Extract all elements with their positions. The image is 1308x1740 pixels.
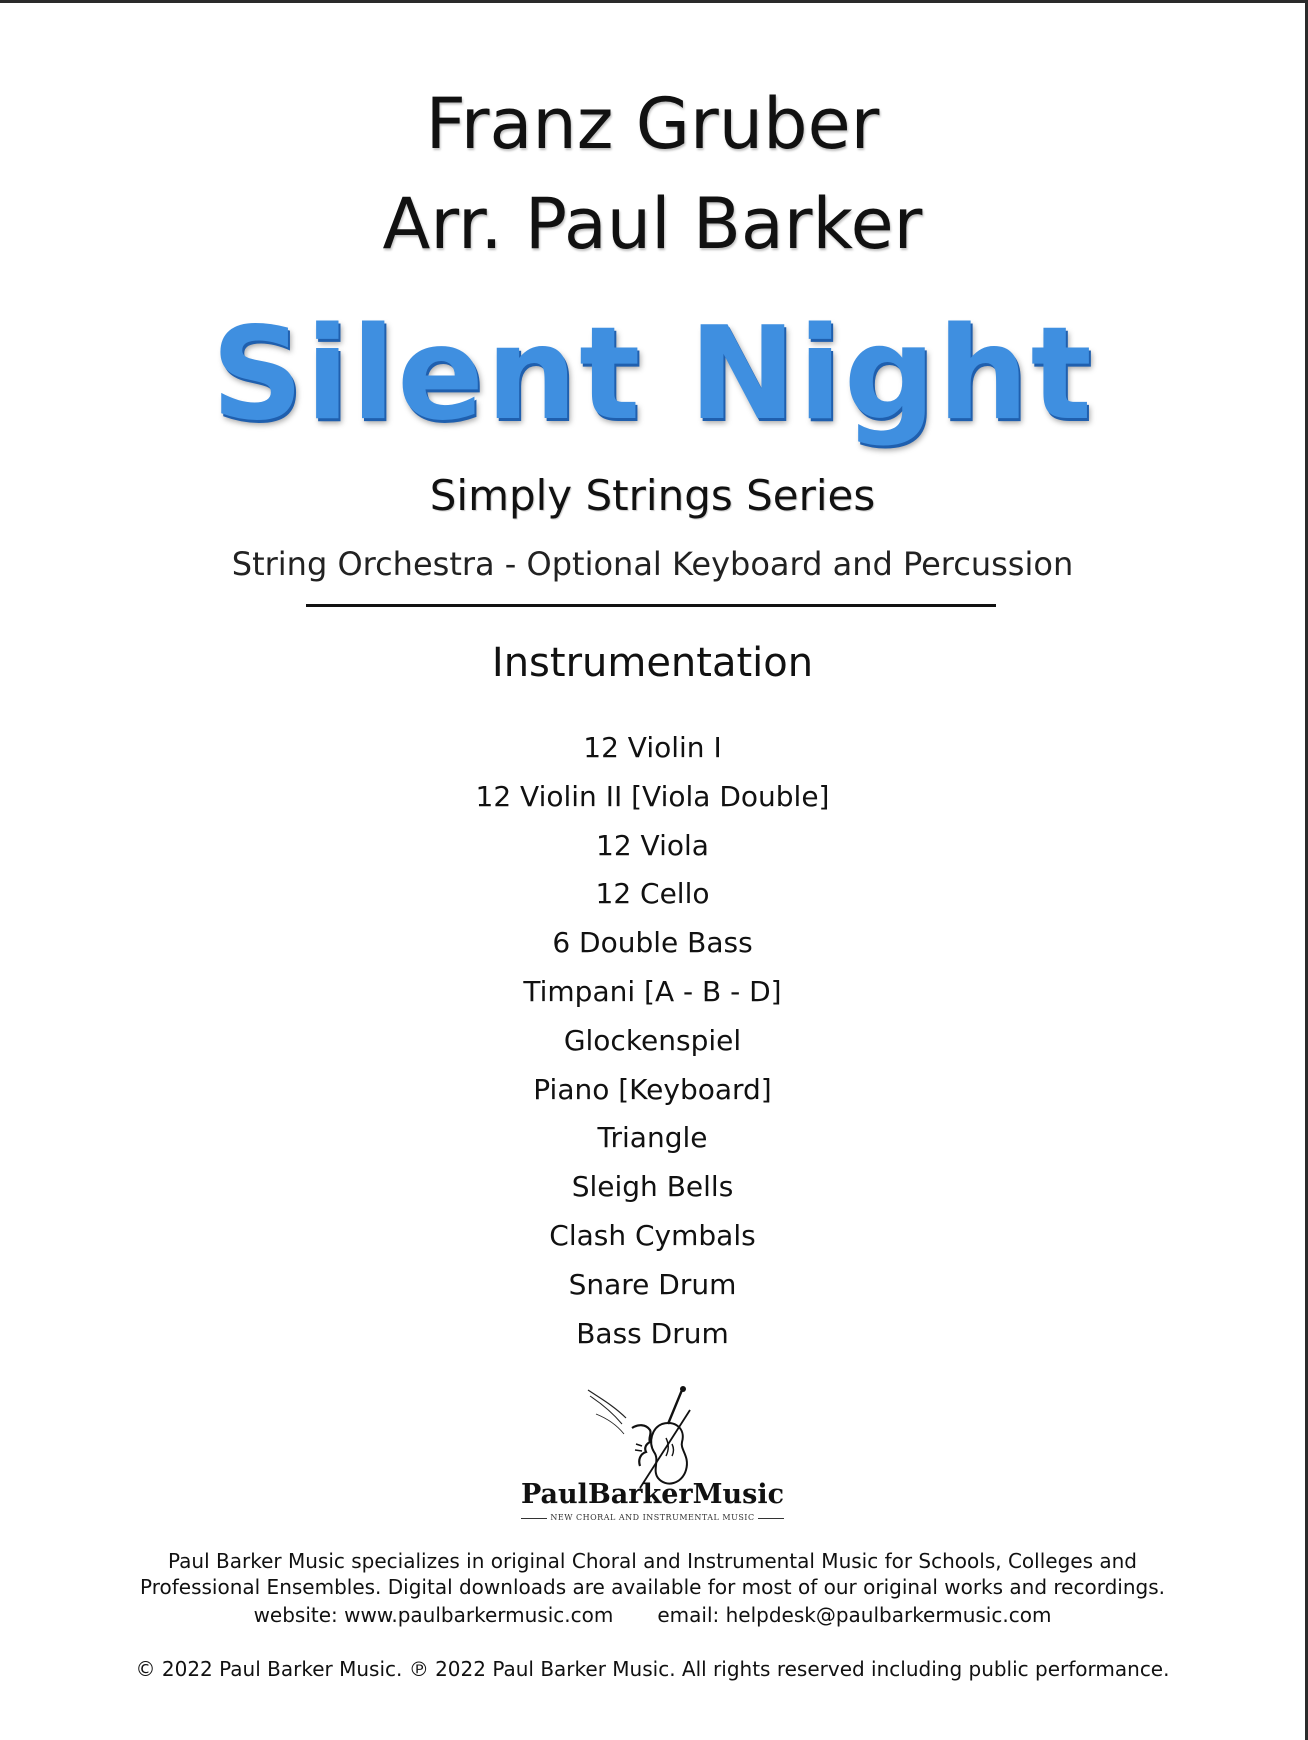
instrumentation-list xyxy=(0,724,1305,1358)
list-item: Timpani [A - B - D] xyxy=(523,974,782,1008)
list-item: Glockenspiel xyxy=(563,1023,742,1057)
list-item: Snare Drum xyxy=(568,1267,737,1301)
composer-name: Franz Gruber xyxy=(425,83,880,165)
tagline-rule-left xyxy=(521,1518,547,1519)
arranger-name: Arr. Paul Barker xyxy=(382,183,923,265)
footer-description-line: Professional Ensembles. Digital downloads are available for most of our original works and recordings. xyxy=(140,1575,1165,1599)
divider xyxy=(306,604,996,607)
footer-description xyxy=(0,1548,1305,1600)
list-item: Clash Cymbals xyxy=(549,1218,756,1252)
list-item: Triangle xyxy=(597,1121,708,1155)
list-item: Bass Drum xyxy=(576,1316,729,1350)
website-link[interactable]: website: www.paulbarkermusic.com xyxy=(253,1603,614,1627)
list-item: 6 Double Bass xyxy=(552,926,753,960)
footer-description-line: Paul Barker Music specializes in original Choral and Instrumental Music for Schools, Colleges and xyxy=(168,1549,1137,1573)
email-link[interactable]: email: helpdesk@paulbarkermusic.com xyxy=(657,1603,1052,1627)
list-item: 12 Cello xyxy=(595,877,710,911)
instrumentation-heading: Instrumentation xyxy=(491,640,814,686)
scoring-subtitle: String Orchestra - Optional Keyboard and Percussion xyxy=(231,545,1074,583)
series-name: Simply Strings Series xyxy=(429,471,876,520)
list-item: Piano [Keyboard] xyxy=(533,1072,772,1106)
logo-name: PaulBarkerMusic xyxy=(520,1479,785,1510)
copyright-notice: © 2022 Paul Barker Music. ℗ 2022 Paul Barker Music. All rights reserved including public performance. xyxy=(135,1657,1170,1681)
piece-title: Silent Night xyxy=(211,300,1094,449)
list-item: 12 Violin II [Viola Double] xyxy=(475,779,830,813)
list-item: Sleigh Bells xyxy=(571,1170,734,1204)
tagline-rule-right xyxy=(758,1518,784,1519)
list-item: 12 Violin I xyxy=(583,731,722,764)
list-item: 12 Viola xyxy=(596,828,709,862)
footer-contact xyxy=(0,1602,1305,1628)
tagline-text: NEW CHORAL AND INSTRUMENTAL MUSIC xyxy=(550,1513,755,1522)
logo-tagline xyxy=(0,1512,1305,1524)
